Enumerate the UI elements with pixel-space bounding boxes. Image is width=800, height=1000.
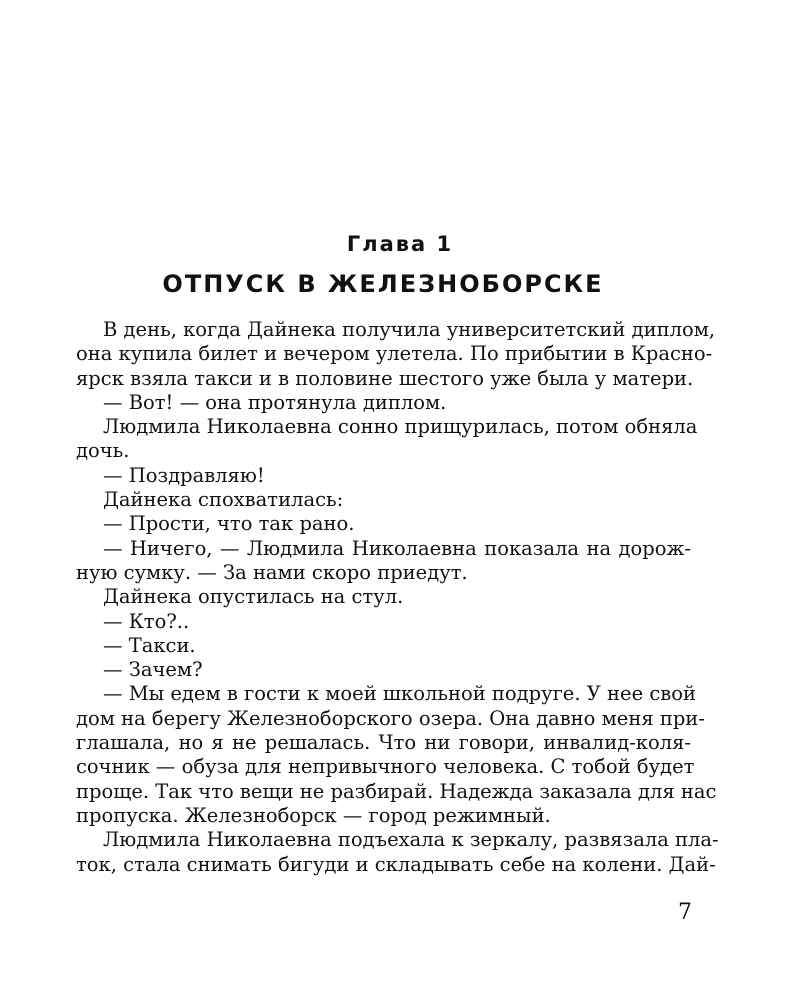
text-line: пропуска. Железноборск — город режимный.: [76, 803, 551, 827]
text-line: — Прости, что так рано.: [103, 512, 355, 536]
text-line: — Ничего, — Людмила Николаевна показала на дорож-: [103, 536, 691, 560]
text-line: — Вот! — она протянула диплом.: [103, 390, 447, 414]
text-line: Людмила Николаевна подъехала к зеркалу, развязала пла-: [103, 828, 719, 852]
text-line: глашала, но я не решалась. Что ни говори, инвалид-коля-: [76, 731, 691, 755]
chapter-body-text: [76, 318, 719, 877]
text-line: Дайнека спохватилась:: [103, 488, 344, 512]
text-line: она купила билет и вечером улетела. По прибытии в Красно-: [76, 342, 713, 366]
text-line: В день, когда Дайнека получила университетский диплом,: [103, 318, 716, 341]
text-line: — Зачем?: [103, 658, 203, 682]
text-line: — Кто?..: [103, 609, 190, 633]
text-line: проще. Так что вещи не разбирай. Надежда заказала для нас: [76, 779, 717, 803]
text-line: — Поздравляю!: [103, 463, 265, 487]
chapter-label: Глава 1: [346, 232, 454, 256]
text-line: ную сумку. — За нами скоро приедут.: [76, 560, 468, 584]
text-line: ток, стала снимать бигуди и складывать себе на колени. Дай-: [76, 852, 716, 876]
text-line: Дайнека опустилась на стул.: [103, 585, 404, 609]
text-line: — Мы едем в гости к моей школьной подруге. У нее свой: [103, 682, 696, 706]
text-line: Людмила Николаевна сонно прищурилась, потом обняла: [103, 415, 698, 439]
text-line: дом на берегу Железноборского озера. Она давно меня при-: [76, 706, 705, 730]
text-line: — Такси.: [103, 633, 196, 657]
text-line: сочник — обуза для непривычного человека. С тобой будет: [76, 755, 695, 779]
text-line: дочь.: [76, 439, 130, 463]
text-line: ярск взяла такси и в половине шестого уже была у матери.: [76, 366, 694, 390]
page-number: 7: [678, 900, 692, 925]
chapter-title: ОТПУСК В ЖЕЛЕЗНОБОРСКЕ: [162, 270, 604, 298]
